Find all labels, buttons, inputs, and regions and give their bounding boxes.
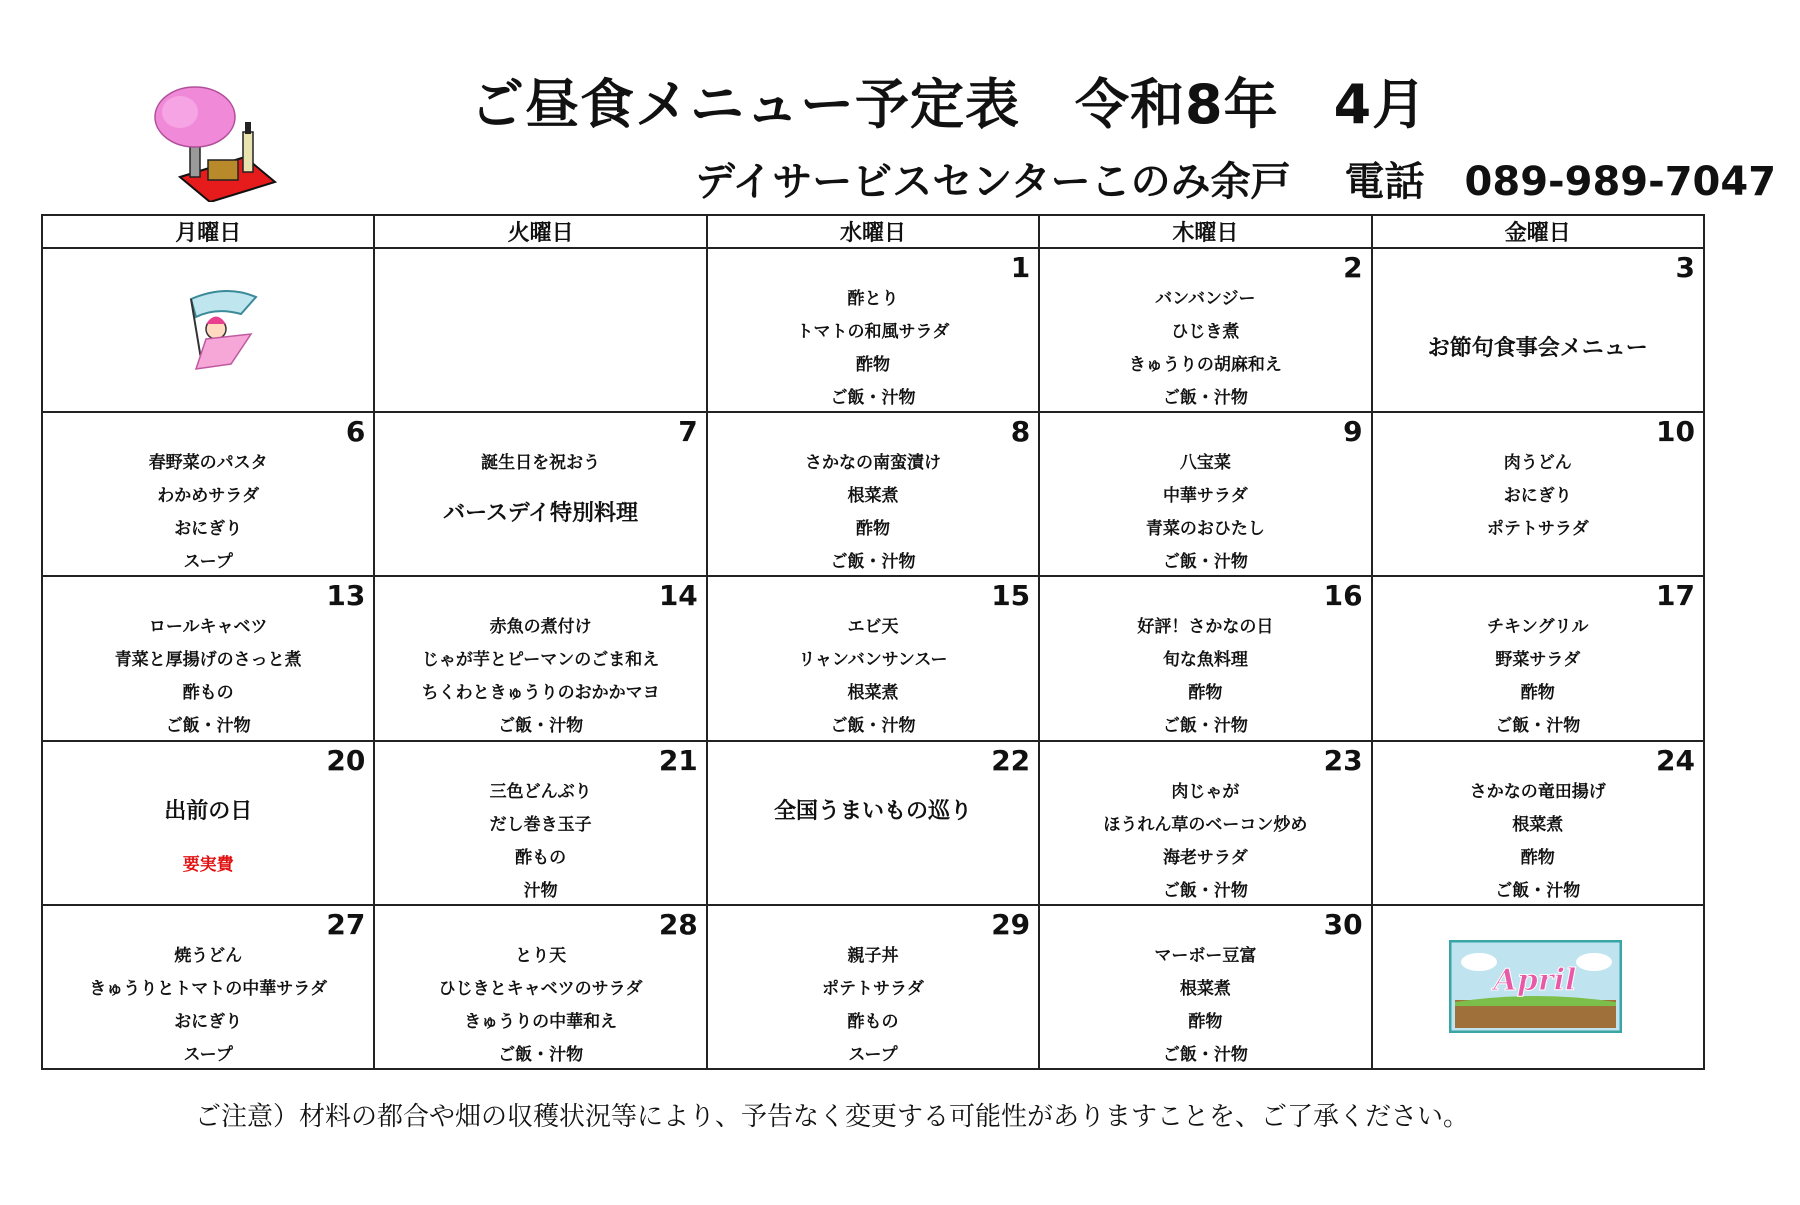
menu-item: 赤魚の煮付け — [489, 617, 592, 638]
menu-item: だし巻き玉子 — [489, 814, 592, 835]
menu-item: トマトの和風サラダ — [796, 322, 950, 342]
extra-cost-note: 要実費 — [182, 854, 234, 875]
special-event: お節句食事会メニュー — [1427, 336, 1648, 361]
day-number: 13 — [326, 579, 366, 613]
menu-item: ちくわときゅうりのおかかマヨ — [421, 683, 660, 704]
weekday-header: 金曜日 — [1372, 215, 1704, 248]
day-cell — [707, 248, 1039, 412]
day-number: 27 — [326, 907, 366, 941]
menu-item: じゃが芋とピーマンのごま和え — [421, 650, 660, 671]
day-cell — [707, 576, 1039, 740]
day-cell-empty — [42, 248, 374, 412]
menu-item: 青菜のおひたし — [1145, 519, 1265, 540]
menu-item: 酢物 — [855, 519, 890, 540]
day-number: 2 — [1343, 251, 1363, 284]
day-cell — [1372, 576, 1704, 740]
day-cell — [1039, 741, 1371, 905]
menu-item: ご飯・汁物 — [830, 552, 916, 573]
menu-item: マーボー豆富 — [1154, 945, 1257, 966]
menu-item: ロールキャベツ — [148, 617, 268, 638]
menu-item: おにぎり — [174, 519, 243, 540]
menu-item: スープ — [183, 1044, 233, 1065]
day-cell — [42, 741, 374, 905]
menu-item: 誕生日を祝おう — [481, 453, 601, 474]
menu-item: 旬な魚料理 — [1162, 650, 1248, 671]
day-cell — [42, 905, 374, 1069]
menu-item: 春野菜のパスタ — [148, 453, 268, 474]
menu-item: 汁物 — [523, 880, 558, 901]
day-number: 14 — [658, 579, 698, 613]
menu-item: 根菜煮 — [847, 683, 899, 704]
menu-item: ひじき煮 — [1171, 322, 1240, 342]
menu-item: 根菜煮 — [847, 486, 899, 507]
day-number: 15 — [991, 579, 1031, 613]
day-cell — [374, 412, 706, 576]
special-event: バースデイ特別料理 — [443, 501, 639, 527]
menu-item: ひじきとキャベツのサラダ — [438, 978, 643, 999]
menu-item: 肉うどん — [1503, 453, 1572, 474]
day-cell-empty — [1372, 905, 1704, 1069]
menu-item: きゅうりとトマトの中華サラダ — [89, 978, 328, 999]
day-number: 20 — [326, 743, 366, 777]
day-number: 16 — [1323, 579, 1363, 613]
menu-item: ご飯・汁物 — [1162, 1044, 1248, 1065]
menu-item: きゅうりの中華和え — [464, 1011, 618, 1032]
day-cell — [374, 741, 706, 905]
menu-item: 焼うどん — [174, 945, 243, 966]
menu-item: ご飯・汁物 — [1495, 880, 1581, 901]
menu-item: 酢物 — [1520, 847, 1555, 868]
menu-item: 酢物 — [1188, 1011, 1223, 1032]
menu-item: 酢もの — [182, 683, 234, 704]
menu-item: ほうれん草のベーコン炒め — [1103, 814, 1308, 835]
day-number: 7 — [678, 415, 698, 449]
menu-item: 肉じゃが — [1171, 781, 1240, 802]
day-cell — [707, 741, 1039, 905]
menu-item: おにぎり — [1503, 486, 1572, 507]
menu-calendar — [41, 214, 1705, 1070]
menu-item: 根菜煮 — [1179, 978, 1231, 999]
menu-item: リャンバンサンスー — [798, 650, 948, 671]
menu-item: 好評！さかなの日 — [1137, 617, 1274, 638]
menu-item: 八宝菜 — [1179, 453, 1231, 474]
weekday-header: 水曜日 — [707, 215, 1039, 248]
day-cell — [707, 412, 1039, 576]
day-cell — [707, 905, 1039, 1069]
day-cell — [42, 412, 374, 576]
day-number: 1 — [1010, 251, 1031, 284]
menu-item: 酢もの — [847, 1011, 899, 1032]
menu-item: 青菜と厚揚げのさっと煮 — [114, 650, 302, 671]
menu-item: スープ — [848, 1044, 898, 1065]
day-cell — [1039, 576, 1371, 740]
menu-item: ご飯・汁物 — [165, 716, 251, 737]
menu-item: 酢とり — [847, 289, 899, 309]
special-event: 全国うまいもの巡り — [773, 798, 972, 824]
menu-item: 根菜煮 — [1512, 814, 1564, 835]
day-cell — [1372, 412, 1704, 576]
day-number: 8 — [1010, 415, 1031, 449]
day-cell — [374, 905, 706, 1069]
menu-item: ご飯・汁物 — [830, 388, 916, 408]
menu-item: さかなの南蛮漬け — [804, 453, 941, 474]
day-number: 3 — [1675, 251, 1695, 284]
weekday-header: 火曜日 — [374, 215, 706, 248]
day-cell — [1039, 248, 1371, 412]
weekday-header: 月曜日 — [42, 215, 374, 248]
menu-item: ご飯・汁物 — [498, 716, 584, 737]
menu-item: 酢物 — [855, 355, 890, 375]
day-cell — [374, 576, 706, 740]
day-cell — [42, 576, 374, 740]
page-title: ご昼食メニュー予定表 令和8年 4月 — [470, 73, 1428, 136]
day-number: 23 — [1323, 743, 1363, 777]
day-cell-empty — [374, 248, 706, 412]
day-number: 30 — [1323, 907, 1363, 941]
day-cell — [1039, 905, 1371, 1069]
day-cell — [1372, 741, 1704, 905]
menu-item: ご飯・汁物 — [1162, 716, 1248, 737]
menu-item: ポテトサラダ — [822, 978, 924, 999]
menu-item: エビ天 — [847, 617, 899, 638]
menu-item: 酢物 — [1520, 683, 1555, 704]
day-number: 28 — [658, 907, 698, 941]
day-number: 10 — [1656, 415, 1695, 449]
footer-notice: ご注意）材料の都合や畑の収穫状況等により、予告なく変更する可能性がありますことを、ご了承ください。 — [195, 1102, 1470, 1132]
weekday-header: 木曜日 — [1039, 215, 1371, 248]
menu-item: 酢物 — [1188, 683, 1223, 704]
day-number: 17 — [1656, 579, 1695, 613]
girl-with-flag-icon — [171, 279, 281, 389]
cherry-blossom-picnic-icon — [150, 82, 285, 202]
day-number: 22 — [991, 743, 1031, 777]
menu-item: とり天 — [515, 945, 567, 966]
menu-item: ご飯・汁物 — [1162, 388, 1248, 408]
menu-item: ポテトサラダ — [1486, 519, 1589, 540]
menu-item: 野菜サラダ — [1495, 650, 1581, 671]
day-cell — [1039, 412, 1371, 576]
april-card — [1449, 940, 1622, 1033]
menu-item: 海老サラダ — [1162, 847, 1248, 868]
menu-item: ご飯・汁物 — [1162, 552, 1248, 573]
menu-item: おにぎり — [174, 1011, 243, 1032]
menu-item: 親子丼 — [847, 945, 899, 966]
center-contact: デイサービスセンターこのみ余戸 電話 089-989-7047 — [695, 159, 1777, 205]
april-card-text: April — [1493, 962, 1576, 998]
menu-item: さかなの竜田揚げ — [1469, 781, 1606, 802]
menu-item: ご飯・汁物 — [830, 716, 916, 737]
menu-item: ご飯・汁物 — [1495, 716, 1581, 737]
day-number: 6 — [345, 415, 366, 449]
menu-item: ご飯・汁物 — [498, 1044, 584, 1065]
day-number: 29 — [991, 907, 1031, 941]
menu-item: チキングリル — [1487, 617, 1589, 638]
special-event: 出前の日 — [164, 798, 253, 824]
menu-item: 三色どんぶり — [489, 781, 592, 802]
day-cell — [1372, 248, 1704, 412]
day-number: 9 — [1343, 415, 1363, 449]
menu-item: バンバンジー — [1155, 289, 1256, 309]
menu-item: きゅうりの胡麻和え — [1128, 355, 1282, 375]
day-number: 21 — [658, 743, 698, 777]
day-number: 24 — [1656, 743, 1695, 777]
menu-item: 中華サラダ — [1162, 486, 1248, 507]
menu-item: スープ — [183, 552, 233, 573]
menu-item: ご飯・汁物 — [1162, 880, 1248, 901]
menu-item: 酢もの — [515, 847, 567, 868]
menu-item: わかめサラダ — [157, 486, 260, 507]
